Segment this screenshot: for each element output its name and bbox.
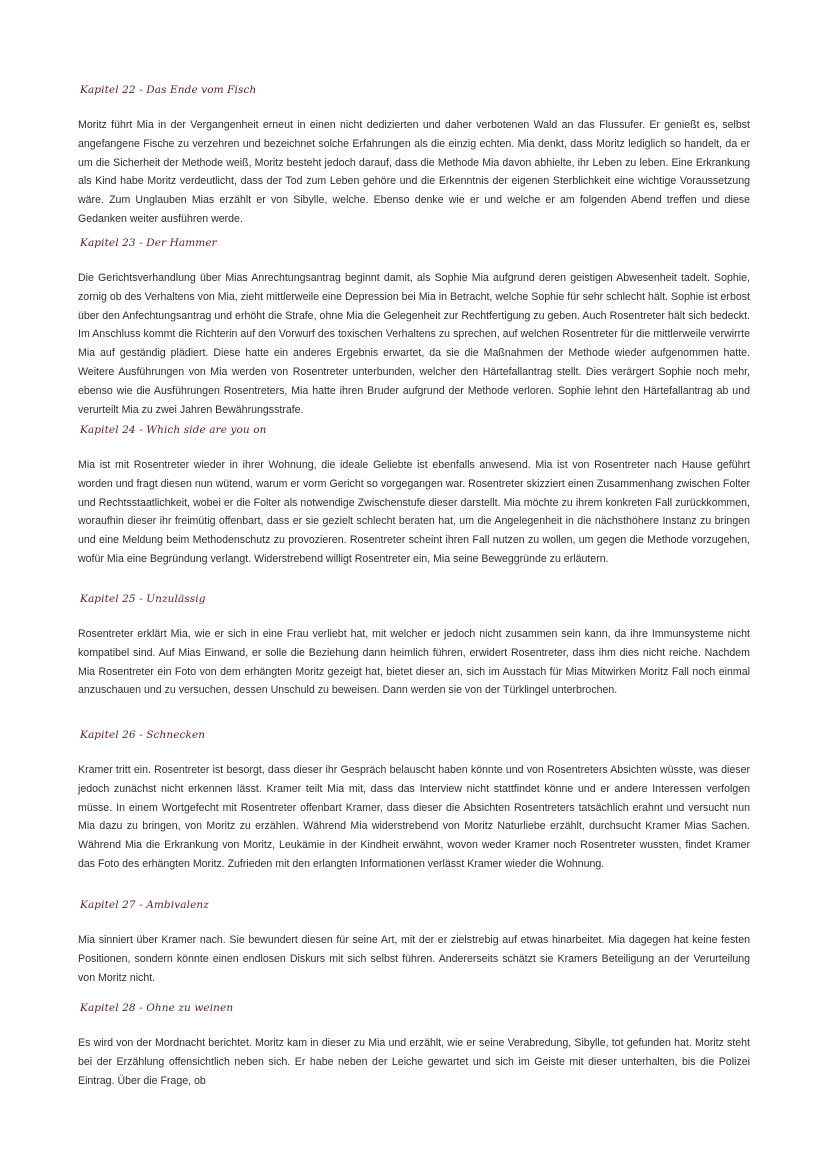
chapter-23-text: Die Gerichtsverhandlung über Mias Anrechtungsantrag beginnt damit, als Sophie Mia aufgrund deren geistigen Abwesenheit tadelt. Sophie, zornig ob des Verhaltens von Mia, zieht mittlerweile eine Depression bei Mia in Betracht, welche Sophie für sehr schlecht hält. Sophie ist erbost über den Anfechtungsantrag und erhöht die Strafe, ohne Mia die Gelegenheit zur Rechtfertigung zu geben. Auch Rosentreter hält sich bedeckt. Im Anschluss kommt die Richterin auf den Vorwurf des toxischen Verhaltens zu sprechen, auf welchen Rosentreter für die mittlerweile verwirrte Mia auf geständig plädiert. Diese hatte ein anderes Ergebnis erwartet, da sie die Maßnahmen der Methode wieder aufgenommen hatte. Weitere Ausführungen von Mia werden von Rosentreter unterbunden, welcher den Härtefallantrag stellt. Dies verärgert Sophie noch mehr, ebenso wie die Ausführungen Rosentreters, Mia hatte ihren Bruder aufgrund der Methode verloren. Sophie lehnt den Härtefallantrag ab und verurteilt Mia zu zwei Jahren Bewährungsstrafe. <box>78 272 750 416</box>
chapter-26-section <box>78 725 750 874</box>
chapter-28-heading: Kapitel 28 - Ohne zu weinen <box>72 1000 245 1016</box>
chapter-22-text: Moritz führt Mia in der Vergangenheit erneut in einen nicht dedizierten und daher verbotenen Wald an das Flussufer. Er genießt es, selbst angefangene Fische zu verzehren und bezeichnet solche Erfahrungen als die einzig echten. Mia denkt, dass Moritz lediglich so handelt, da er um die Sicherheit der Methode weiß, Moritz besteht jedoch darauf, dass die Methode Mia davon abhielte, ihr Leben zu leben. Eine Erkrankung als Kind habe Moritz verdeutlicht, dass der Tod zum Leben gehöre und die Erkenntnis der eigenen Sterblichkeit eine wichtige Voraussetzung wäre. Zum Unglauben Mias erzählt er von Sibylle, welche. Ebenso denke wie er und welche er am folgenden Abend treffen und diese Gedanken weiter ausführen werde. <box>78 119 750 225</box>
chapter-22-section <box>78 80 750 229</box>
chapter-25-section <box>78 589 750 700</box>
chapter-23-section <box>78 233 750 419</box>
chapter-27-heading: Kapitel 27 - Ambivalenz <box>72 897 221 913</box>
chapter-28-section <box>78 998 750 1090</box>
chapter-28-text: Es wird von der Mordnacht berichtet. Moritz kam in dieser zu Mia und erzählt, wie er seine Verabredung, Sibylle, tot gefunden hat. Moritz steht bei der Erzählung offensichtlich neben sich. Er habe neben der Leiche gewartet und sich im Geiste mit dieser unterhalten, bis die Polizei Eintrag. Über die Frage, ob <box>78 1037 750 1087</box>
chapter-23-heading: Kapitel 23 - Der Hammer <box>72 235 229 251</box>
chapter-27-section <box>78 895 750 987</box>
chapter-24-text: Mia ist mit Rosentreter wieder in ihrer Wohnung, die ideale Geliebte ist ebenfalls anwesend. Mia ist von Rosentreter nach Hause geführt worden und fragt diesen nun wütend, warum er vorm Gericht so vorgegangen war. Rosentreter skizziert einen Zusammenhang zwischen Folter und Rechtsstaatlichkeit, wobei er die Folter als notwendige Zwischenstufe dieser darstellt. Mia möchte zu ihrem konkreten Fall zurückkommen, woraufhin dieser ihr freimütig offenbart, dass er sie gezielt schlecht beraten hat, um die Angelegenheit in die nächsthöhere Instanz zu bringen und eine Meldung beim Methodenschutz zu provozieren. Rosentreter scheint ihren Fall nutzen zu wollen, um gegen die Methode vorzugehen, wofür Mia eine Begründung verlangt. Widerstrebend willigt Rosentreter ein, Mia seine Beweggründe zu erläutern. <box>78 459 750 565</box>
chapter-25-text: Rosentreter erklärt Mia, wie er sich in eine Frau verliebt hat, mit welcher er jedoch nicht zusammen sein kann, da ihre Immunsysteme nicht kompatibel sind. Auf Mias Einwand, er solle die Beziehung dann heimlich führen, erwidert Rosentreter, dass ihm dies nicht reiche. Nachdem Mia Rosentreter ein Foto von dem erhängten Moritz gezeigt hat, bietet dieser an, sich im Ausstach für Mias Mitwirken Moritz Fall noch einmal anzuschauen und zu versuchen, dessen Unschuld zu beweisen. Dann werden sie von der Türklingel unterbrochen. <box>78 628 750 697</box>
chapter-24-section <box>78 420 750 569</box>
chapter-25-heading: Kapitel 25 - Unzulässig <box>72 591 218 607</box>
chapter-27-text: Mia sinniert über Kramer nach. Sie bewundert diesen für seine Art, mit der er zielstrebig auf etwas hinarbeitet. Mia dagegen hat keine festen Positionen, sondern könnte einen endlosen Diskurs mit sich selbst führen. Andererseits schätzt sie Kramers Beteiligung an der Verurteilung von Moritz nicht. <box>78 934 750 984</box>
chapter-24-heading: Kapitel 24 - Which side are you on <box>72 422 278 438</box>
chapter-22-heading: Kapitel 22 - Das Ende vom Fisch <box>72 82 268 98</box>
chapter-26-text: Kramer tritt ein. Rosentreter ist besorgt, dass dieser ihr Gespräch belauscht haben könnte und von Rosentreters Absichten wüsste, was dieser jedoch zunächst nicht erkennen lässt. Kramer teilt Mia mit, dass das Interview nicht stattfindet könne und er andere Interessen verfolgen müsse. In einem Wortgefecht mit Rosentreter offenbart Kramer, dass dieser die Absichten Rosentreters tatsächlich erahnt und versucht nun Mia dazu zu bringen, von Moritz zu erzählen. Während Mia widerstrebend von Moritz Naturliebe erzählt, durchsucht Kramer Mias Sachen. Während Mia die Erkrankung von Moritz, Leukämie in der Kindheit erwähnt, wovon weder Kramer noch Rosentreter wussten, findet Kramer das Foto des erhängten Moritz. Zufrieden mit den erlangten Informationen verlässt Kramer wieder die Wohnung. <box>78 764 750 870</box>
chapter-26-heading: Kapitel 26 - Schnecken <box>72 727 217 743</box>
